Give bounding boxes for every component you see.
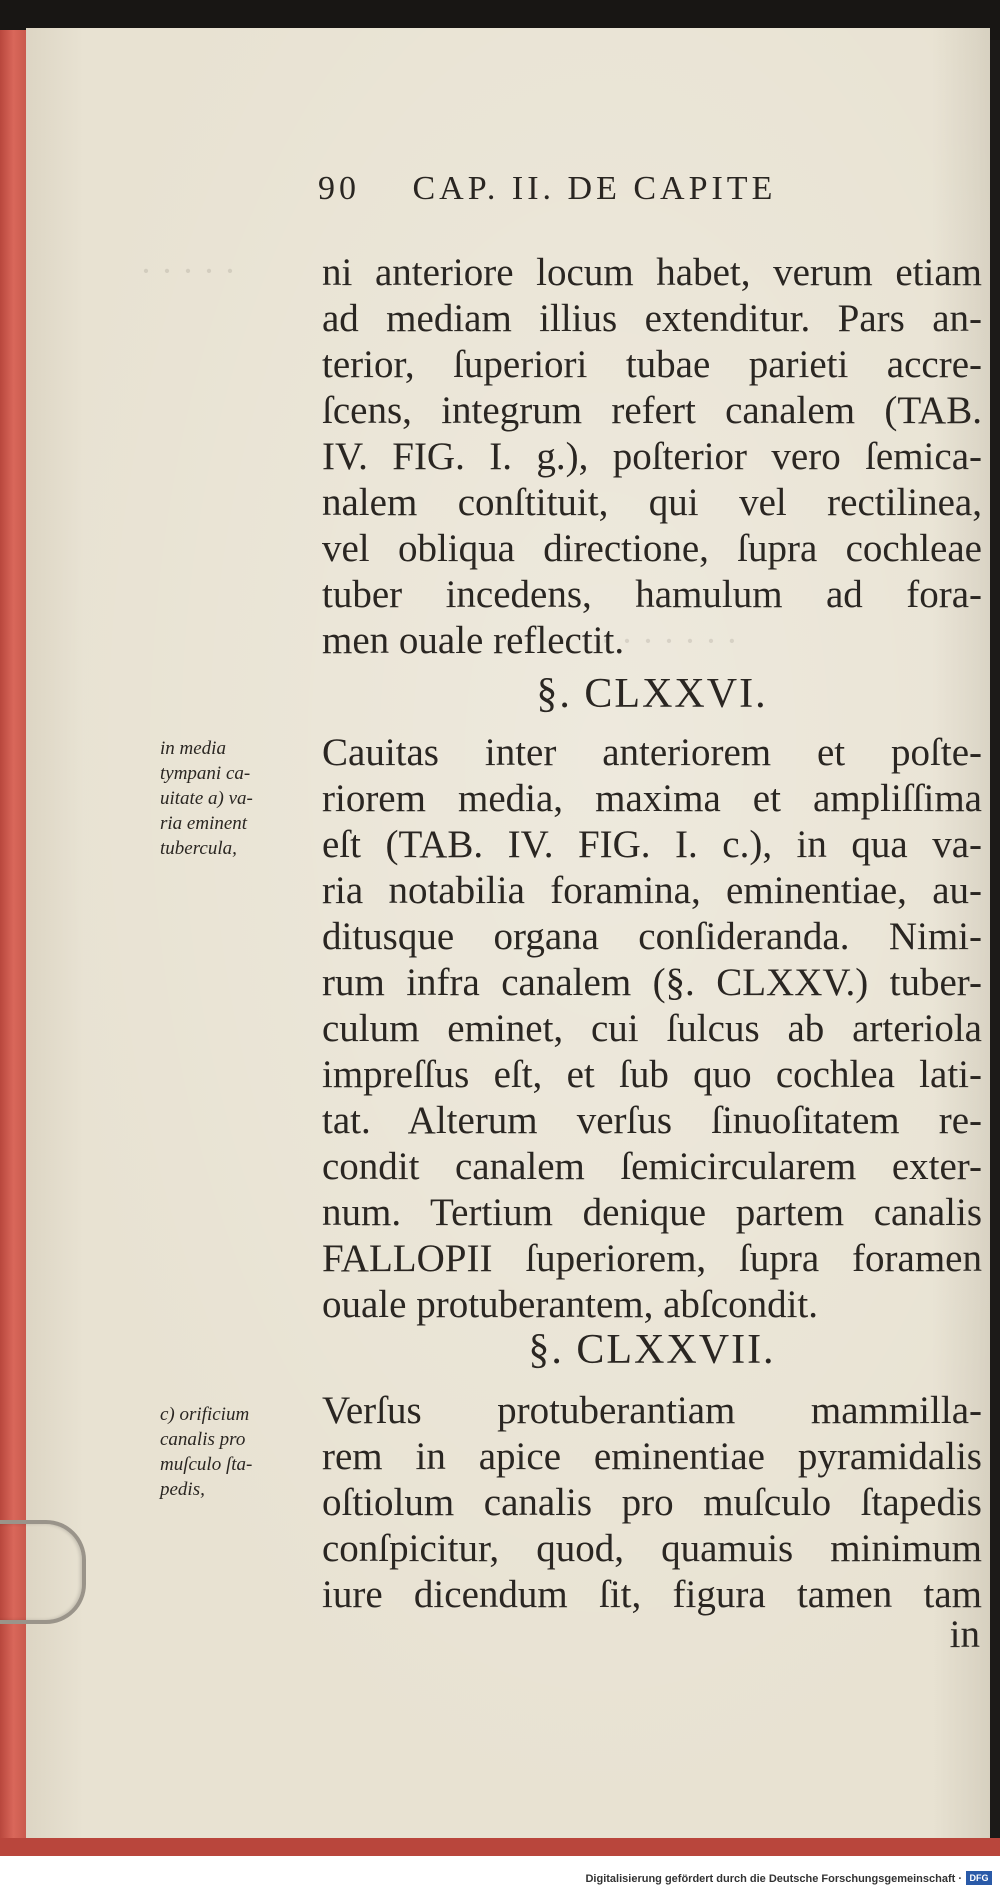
- margin-note-line: tubercula,: [160, 838, 237, 859]
- text-line: oſtiolum canalis pro muſculo ſtapedis: [322, 1481, 982, 1524]
- margin-note-line: tympani ca-: [160, 763, 251, 784]
- margin-note-line: pedis,: [160, 1479, 205, 1500]
- text-line: ouale protuberantem, abſcondit.: [322, 1283, 818, 1326]
- page-number: 90: [318, 170, 360, 207]
- catchword: in: [949, 1613, 980, 1656]
- text-line: eſt (TAB. IV. FIG. I. c.), in qua va-: [322, 823, 982, 866]
- text-line: FALLOPII ſuperiorem, ſupra foramen: [322, 1237, 982, 1280]
- text-line: Cauitas inter anteriorem et poſte-: [322, 731, 982, 774]
- bleed-through-text: · · · · · · ·: [600, 621, 738, 661]
- text-line: rem in apice eminentiae pyramidalis: [322, 1435, 982, 1478]
- text-line: iure dicendum ſit, figura tamen tam: [322, 1573, 982, 1616]
- margin-note-line: canalis pro: [160, 1429, 246, 1450]
- text-line: men ouale reflectit.: [322, 619, 625, 662]
- text-line: ſcens, integrum refert canalem (TAB.: [322, 389, 982, 432]
- text-line: riorem media, maxima et ampliſſima: [322, 777, 982, 820]
- digitization-credit: Digitalisierung gefördert durch die Deutsche Forschungsgemeinschaft ·: [585, 1873, 962, 1885]
- section-heading-177: §. CLXXVII.: [528, 1327, 776, 1373]
- text-line: tuber incedens, hamulum ad fora-: [322, 573, 982, 616]
- text-line: ria notabilia foramina, eminentiae, au-: [322, 869, 982, 912]
- text-line: IV. FIG. I. g.), poſterior vero ſemica-: [322, 435, 982, 478]
- margin-note-line: ria eminent: [160, 813, 248, 834]
- text-line: tat. Alterum verſus ſinuoſitatem re-: [322, 1099, 982, 1142]
- text-line: terior, ſuperiori tubae parieti accre-: [322, 343, 982, 386]
- margin-note-176: [160, 736, 320, 861]
- text-line: ni anteriore locum habet, verum etiam: [322, 251, 982, 294]
- running-title: CAP. II. DE CAPITE: [412, 170, 777, 207]
- section-heading-176: §. CLXXVI.: [536, 671, 768, 717]
- margin-note-line: uitate a) va-: [160, 788, 253, 809]
- red-bottom-edge: [0, 1838, 1000, 1856]
- text-line: condit canalem ſemicircularem exter-: [322, 1145, 982, 1188]
- page-clip: [0, 1520, 86, 1624]
- text-line: num. Tertium denique partem canalis: [322, 1191, 982, 1234]
- margin-note-line: muſculo ſta-: [160, 1454, 253, 1475]
- dfg-logo: DFG: [966, 1871, 992, 1885]
- text-line: Verſus protuberantiam mammilla-: [322, 1389, 982, 1432]
- margin-note-line: c) orificium: [160, 1404, 250, 1425]
- text-line: ad mediam illius extenditur. Pars an-: [322, 297, 982, 340]
- margin-note-line: in media: [160, 738, 226, 759]
- text-line: ditusque organa conſideranda. Nimi-: [322, 915, 982, 958]
- text-line: rum infra canalem (§. CLXXV.) tuber-: [322, 961, 982, 1004]
- text-line: impreſſus eſt, et ſub quo cochlea lati-: [322, 1053, 982, 1096]
- section-177-body: [322, 1388, 982, 1618]
- bleed-through-text: · · · · ·: [140, 251, 236, 291]
- running-header: [318, 170, 776, 208]
- text-line: culum eminet, cui ſulcus ab arteriola: [322, 1007, 982, 1050]
- text-line: nalem conſtituit, qui vel rectilinea,: [322, 481, 982, 524]
- text-line: vel obliqua directione, ſupra cochleae: [322, 527, 982, 570]
- section-176-body: [322, 730, 982, 1328]
- paragraph-continued: [322, 250, 982, 664]
- margin-note-177: [160, 1402, 320, 1502]
- text-line: conſpicitur, quod, quamuis minimum: [322, 1527, 982, 1570]
